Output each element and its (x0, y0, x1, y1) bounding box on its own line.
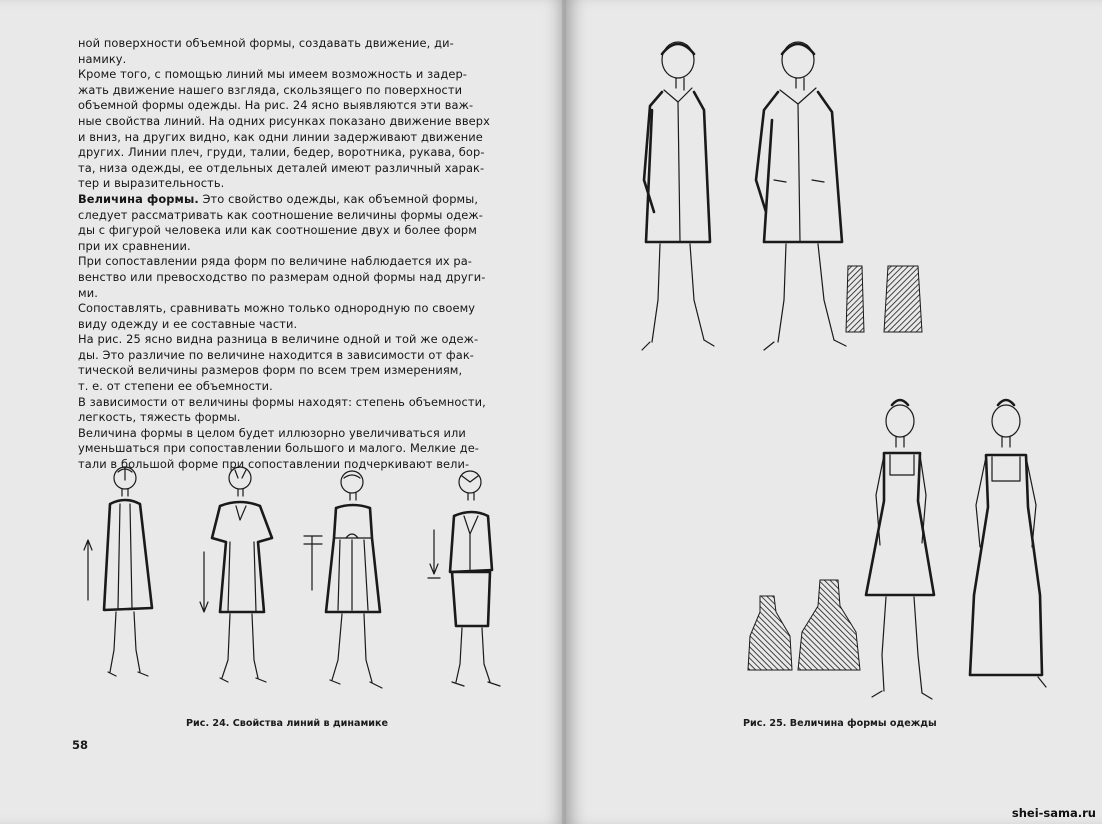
text-line (78, 348, 520, 364)
text-line (78, 67, 520, 83)
text-line (78, 208, 520, 224)
text-run: и вниз, на других видно, как одни линии задерживают движение (78, 129, 483, 144)
text-line (78, 192, 520, 208)
bold-term: Величина формы. (78, 191, 199, 206)
text-run: Кроме того, с помощью линий мы имеем возможность и задер- (78, 67, 468, 82)
text-line (78, 286, 520, 302)
figure-24-caption: Рис. 24. Свойства линий в динамике (186, 718, 389, 729)
text-line (78, 332, 520, 348)
text-line (78, 395, 520, 411)
figure-25-caption: Рис. 25. Величина формы одежды (743, 718, 937, 729)
text-line (78, 223, 520, 239)
text-line (78, 114, 520, 130)
figure-25-coat-wide (756, 42, 846, 350)
text-run: виду одежду и ее составные части. (78, 316, 298, 331)
watermark-url[interactable]: shei-sama.ru (1011, 806, 1096, 820)
right-page (566, 0, 1102, 824)
figure-25-dress-short (866, 400, 934, 699)
text-line (78, 98, 520, 114)
text-run: Это свойство одежды, как объемной формы, (198, 191, 479, 206)
figure-25-hatched-swatches-bottom (746, 576, 866, 676)
text-run: легкость, тяжесть формы. (78, 410, 241, 425)
text-line (78, 176, 520, 192)
figure-25-hatched-swatches-top (844, 262, 924, 334)
text-run: В зависимости от величины формы находят: степень объемности, (78, 394, 486, 409)
text-run: Величина формы в целом будет иллюзорно увеличиваться или (78, 425, 466, 440)
text-run: венство или превосходство по размерам одной формы над други- (78, 269, 486, 284)
text-line (78, 130, 520, 146)
text-line (78, 317, 520, 333)
text-run: ды с фигурой человека или как соотношение двух и более форм (78, 223, 477, 238)
text-run: ды. Это различие по величине находится в зависимости от фак- (78, 347, 475, 362)
text-line (78, 441, 520, 457)
text-line (78, 379, 520, 395)
text-run: Сопоставлять, сравнивать можно только однородную по своему (78, 301, 476, 316)
text-run: уменьшаться при сопоставлении большого и малого. Мелкие де- (78, 441, 480, 456)
text-run: ми. (78, 285, 98, 300)
text-run: тали в большой форме при сопоставлении подчеркивают вели- (78, 457, 470, 472)
figure-24-illustration (60, 460, 530, 710)
page-number: 58 (72, 738, 89, 752)
figure-25-dress-long (970, 400, 1046, 687)
text-line (78, 426, 520, 442)
text-line (78, 161, 520, 177)
text-run: жать движение нашего взгляда, скользящего по поверхности (78, 82, 463, 97)
text-run: тер и выразительность. (78, 176, 225, 191)
text-line (78, 36, 520, 52)
text-line (78, 145, 520, 161)
text-run: На рис. 25 ясно видна разница в величине одной и той же одеж- (78, 332, 479, 347)
text-run: других. Линии плеч, груди, талии, бедер, воротника, рукава, бор- (78, 145, 485, 160)
text-line (78, 83, 520, 99)
text-run: ные свойства линий. На одних рисунках показано движение вверх (78, 113, 490, 128)
figure-24-model-4 (428, 471, 500, 686)
text-run: ной поверхности объемной формы, создавать движение, ди- (78, 36, 454, 50)
body-text (78, 36, 520, 473)
text-line (78, 301, 520, 317)
text-run: объемной формы одежды. На рис. 24 ясно выявляются эти важ- (78, 98, 474, 113)
text-run: При сопоставлении ряда форм по величине наблюдается их ра- (78, 254, 473, 269)
text-run: при их сравнении. (78, 238, 191, 253)
figure-24-model-1 (84, 467, 152, 676)
text-run: т. е. от степени ее объемности. (78, 379, 273, 394)
text-run: та, низа одежды, ее отдельных деталей имеют различный харак- (78, 160, 485, 175)
text-run: намику. (78, 51, 127, 66)
figure-25-coat-narrow (642, 42, 714, 350)
text-line (78, 270, 520, 286)
figure-24-model-3 (304, 471, 382, 688)
text-line (78, 410, 520, 426)
text-line (78, 239, 520, 255)
figure-24-model-2 (200, 467, 272, 682)
text-line (78, 254, 520, 270)
text-run: тической величины размеров форм по всем трем измерениям, (78, 363, 463, 378)
text-run: следует рассматривать как соотношение величины формы одеж- (78, 207, 483, 222)
text-line (78, 52, 520, 68)
text-line (78, 363, 520, 379)
figure-25-dresses (856, 395, 1076, 705)
